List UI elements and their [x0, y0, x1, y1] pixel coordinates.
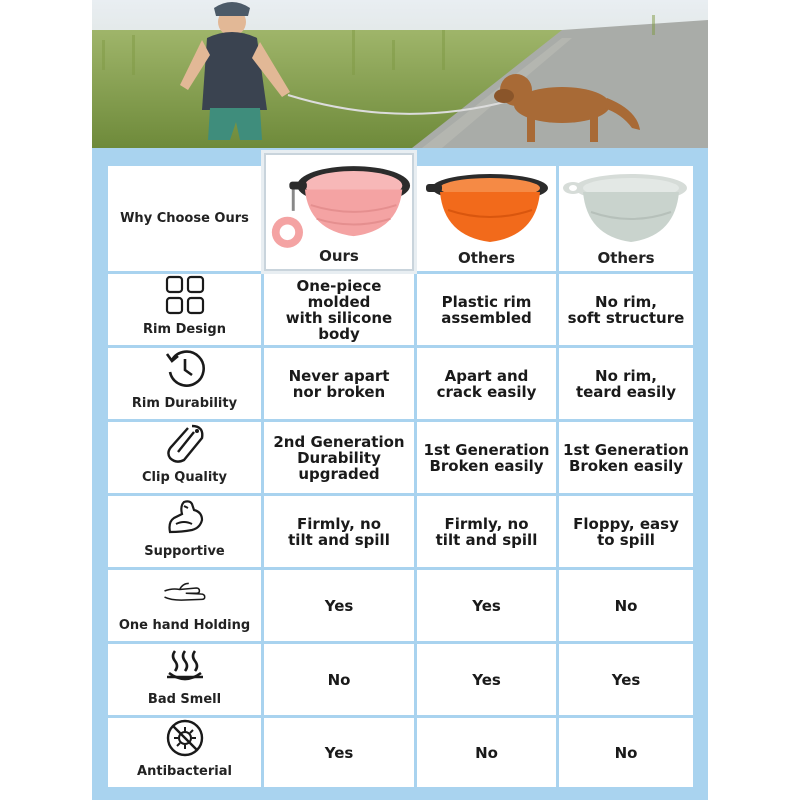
column-header-others-orange [417, 166, 556, 271]
value-text: No [614, 596, 638, 615]
row-label-text: One hand Holding [118, 618, 251, 633]
carabiner-icon [163, 422, 207, 464]
value-text: Yes [324, 596, 354, 615]
value-text: Plastic rim assembled [441, 292, 532, 327]
value-cell [264, 644, 414, 715]
row-label-rim-durability [108, 348, 261, 419]
row-label-supportive [108, 496, 261, 567]
value-cell [417, 644, 556, 715]
value-cell [417, 274, 556, 345]
pink-bowl-icon [266, 159, 412, 254]
value-text: 1st Generation Broken easily [563, 440, 689, 475]
arm-icon [163, 496, 207, 538]
column-title-ours: Ours [319, 247, 359, 265]
column-header-others-grey [559, 166, 693, 271]
value-cell [264, 496, 414, 567]
value-cell [264, 348, 414, 419]
grey-bowl-icon [561, 170, 691, 250]
value-cell [417, 422, 556, 493]
hand-icon [163, 570, 207, 612]
value-cell [559, 422, 693, 493]
value-cell [417, 348, 556, 419]
row-label-text: Bad Smell [147, 692, 222, 707]
why-choose-label: Why Choose Ours [120, 211, 249, 226]
value-text: Apart and crack easily [436, 366, 537, 401]
row-label-rim-design [108, 274, 261, 345]
value-text: Yes [611, 670, 641, 689]
comparison-table [92, 148, 708, 800]
steam-icon [163, 644, 207, 686]
value-cell [559, 496, 693, 567]
column-header-ours [264, 153, 414, 271]
value-cell [417, 496, 556, 567]
row-label-clip-quality [108, 422, 261, 493]
value-text: 2nd Generation Durability upgraded [273, 432, 405, 483]
row-label-bad-smell [108, 644, 261, 715]
value-cell [417, 718, 556, 787]
value-text: Firmly, no tilt and spill [435, 514, 538, 549]
value-cell [264, 422, 414, 493]
value-text: Yes [324, 743, 354, 762]
value-text: No [614, 743, 638, 762]
value-cell [264, 570, 414, 641]
value-text: Yes [472, 596, 501, 615]
value-text: Floppy, easy to spill [573, 514, 679, 549]
value-cell [264, 274, 414, 345]
row-label-text: Supportive [144, 544, 225, 559]
value-text: No [475, 743, 498, 762]
row-label-text: Rim Design [143, 322, 226, 337]
value-text: No rim, teard easily [575, 366, 677, 401]
value-cell [559, 718, 693, 787]
value-text: No rim, soft structure [567, 292, 685, 327]
row-label-text: Clip Quality [142, 470, 227, 485]
value-cell [559, 348, 693, 419]
column-title-others-1: Others [457, 249, 516, 267]
why-choose-cell [108, 166, 261, 271]
value-text: Yes [472, 670, 501, 689]
value-cell [559, 274, 693, 345]
antibacterial-icon [163, 718, 207, 758]
value-cell [559, 570, 693, 641]
value-cell [264, 718, 414, 787]
row-label-text: Antibacterial [137, 764, 232, 779]
value-text: 1st Generation Broken easily [423, 440, 550, 475]
value-cell [417, 570, 556, 641]
row-label-text: Rim Durability [131, 396, 238, 411]
clock-icon [163, 348, 207, 390]
orange-bowl-icon [422, 170, 552, 250]
value-cell [559, 644, 693, 715]
row-label-antibacterial [108, 718, 261, 787]
value-text: Firmly, no tilt and spill [288, 514, 390, 549]
row-label-one-hand-holding [108, 570, 261, 641]
value-text: One-piece molded with silicone body [285, 276, 393, 343]
value-text: Never apart nor broken [288, 366, 390, 401]
value-text: No [327, 670, 351, 689]
column-title-others-2: Others [597, 249, 655, 267]
grid-icon [163, 274, 207, 316]
header-photo [92, 0, 708, 148]
